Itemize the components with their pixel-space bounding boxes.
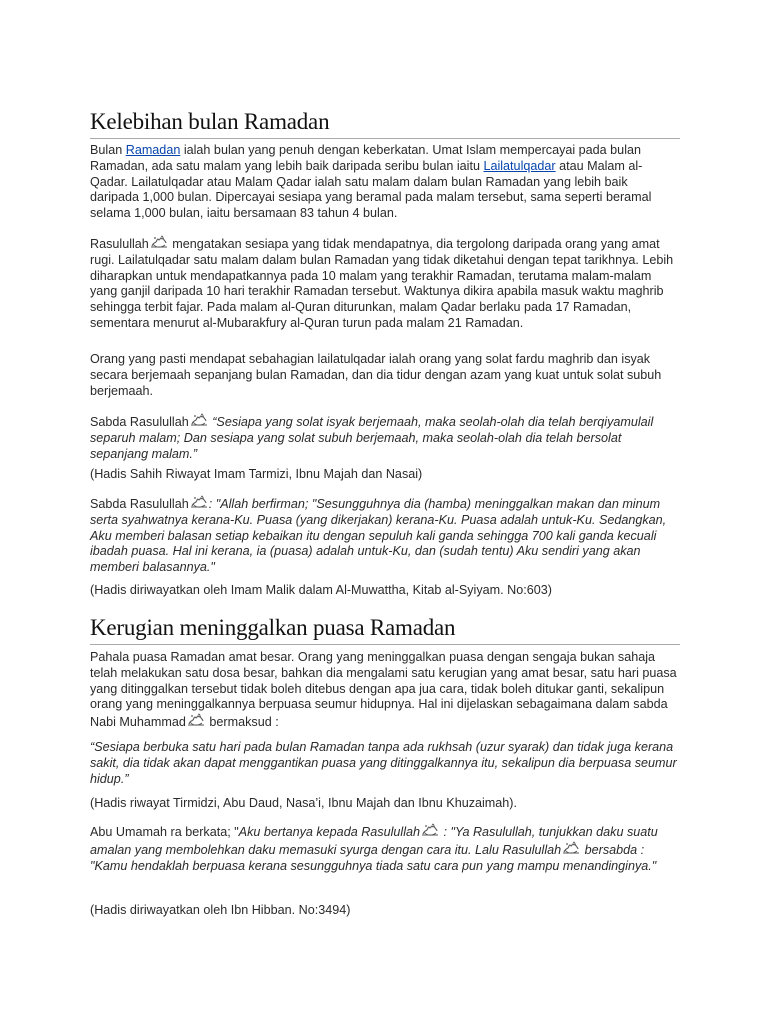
hadith-quote: : "Allah berfirman; "Sesungguhnya dia (hamba) meninggalkan makan dan minum serta syahwatnya kerana-Ku. Puasa (yang dikerjakan) kerana-Ku. Puasa adalah untuk-Ku. Sedangkan, Aku memberi balasan setiap kebaikan itu dengan sepuluh kali ganda sehingga 700 kali ganda kecuali ibadah puasa. Hal ini kerana, ia (puasa) adalah untuk-Ku, dan (sudah tentu) Aku sendiri yang akan memberi balasannya."	[90, 497, 667, 575]
text: Sabda Rasulullah	[90, 497, 189, 511]
paragraph-source-1: (Hadis Sahih Riwayat Imam Tarmizi, Ibnu Majah dan Nasai)	[90, 467, 423, 481]
text: Pahala puasa Ramadan amat besar. Orang yang meninggalkan puasa dengan sengaja bukan sahaja telah melakukan satu dosa besar, bahkan dia mengalami satu kerugian yang amat besar, satu hari puasa yang ditinggalkan tersebut tidak boleh ditebus dengan apa jua cara, tidak boleh ditukar ganti, sekalipun orang yang meninggalkannya berpuasa seumur hidupnya. Hal ini dijelaskan sebagaimana dalam sabda Nabi Muhammad	[90, 650, 677, 730]
saw-calligraphy-icon	[421, 823, 439, 837]
text: bermaksud :	[205, 715, 279, 730]
saw-calligraphy-icon	[190, 413, 208, 427]
hadith-quote: : "Ya Rasulullah, tunjukkan daku suatu amalan yang membolehkan daku memasuki syurga dengan cara itu. Lalu Rasulullah	[90, 825, 658, 857]
text: Rasulullah	[90, 237, 149, 251]
saw-calligraphy-icon	[190, 495, 208, 509]
text: atau Malam al-Qadar. Lailatulqadar atau Malam Qadar ialah satu malam dalam bulan Ramadan yang lebih baik daripada 1,000 bulan. Dipercayai sesiapa yang beramal pada malam tersebut, sama seperti beramal selama 1,000 bulan, iaitu bersamaan 83 tahun 4 bulan.	[90, 158, 652, 221]
saw-calligraphy-icon	[150, 235, 168, 249]
paragraph-rasulullah	[90, 235, 680, 332]
text: ialah bulan yang penuh dengan keberkatan. Umat Islam mempercayai pada bulan Ramadan, ada satu malam yang lebih baik daripada seribu bulan iaitu	[90, 143, 641, 173]
section-heading-kelebihan: Kelebihan bulan Ramadan	[90, 108, 680, 139]
paragraph-source-2: (Hadis diriwayatkan oleh Imam Malik dalam Al-Muwattha, Kitab al-Syiyam. No:603)	[90, 583, 552, 597]
paragraph-source-4: (Hadis diriwayatkan oleh Ibn Hibban. No:3494)	[90, 903, 351, 917]
paragraph-sabda-2	[90, 495, 680, 576]
paragraph-quote-berbuka	[90, 740, 680, 787]
paragraph-sabda-1	[90, 413, 680, 462]
saw-calligraphy-icon	[187, 713, 205, 727]
hadith-quote: “Sesiapa yang solat isyak berjemaah, maka seolah-olah dia telah berqiyamulail separuh malam; Dan sesiapa yang solat subuh berjemaah, maka seolah-olah dia telah bersolat sepanjang malam.”	[90, 415, 654, 461]
hadith-quote: bersabda : "Kamu hendaklah berpuasa kerana sesungguhnya tiada satu cara pun yang mampu menandinginya."	[90, 842, 657, 873]
paragraph-source-3: (Hadis riwayat Tirmidzi, Abu Daud, Nasa’i, Ibnu Majah dan Ibnu Khuzaimah).	[90, 796, 517, 810]
text: Sabda Rasulullah	[90, 415, 189, 429]
section-heading-kerugian: Kerugian meninggalkan puasa Ramadan	[90, 614, 680, 645]
hadith-quote: Aku bertanya kepada Rasulullah	[238, 825, 421, 839]
paragraph-pahala	[90, 650, 680, 731]
text: Bulan	[90, 143, 126, 157]
paragraph-berjemaah: Orang yang pasti mendapat sebahagian lailatulqadar ialah orang yang solat fardu maghrib dan isyak secara berjemaah sepanjang bulan Ramadan, dan dia tidur dengan azam yang kuat untuk solat subuh berjemaah.	[90, 352, 662, 398]
text: Abu Umamah ra berkata; "	[90, 825, 239, 839]
saw-calligraphy-icon	[562, 841, 580, 855]
hadith-quote: “Sesiapa berbuka satu hari pada bulan Ramadan tanpa ada rukhsah (uzur syarak) dan tidak juga kerana sakit, dia tidak akan dapat menggantikan puasa yang ditinggalkannya itu, sekalipun dia berpuasa seumur hidup.”	[90, 740, 677, 786]
paragraph-abu-umamah	[90, 823, 680, 874]
paragraph-intro	[90, 143, 680, 222]
link-lailatulqadar[interactable]: Lailatulqadar	[483, 158, 556, 173]
text: mengatakan sesiapa yang tidak mendapatnya, dia tergolong daripada orang yang amat rugi. Lailatulqadar satu malam dalam bulan Ramadan yang tidak diketahui dengan tepat tarikhnya. Lebih diharapkan untuk mendapatkannya pada 10 malam yang terakhir Ramadan, terutama malam-malam yang ganjil daripada 10 hari terakhir Ramadan tersebut. Waktunya dikira apabila masuk waktu maghrib sehingga terbit fajar. Pada malam al-Quran diturunkan, malam Qadar berlaku pada 17 Ramadan, sementara menurut al-Mubarakfury al-Quran turun pada malam 21 Ramadan.	[90, 237, 674, 330]
link-ramadan[interactable]: Ramadan	[125, 143, 181, 157]
